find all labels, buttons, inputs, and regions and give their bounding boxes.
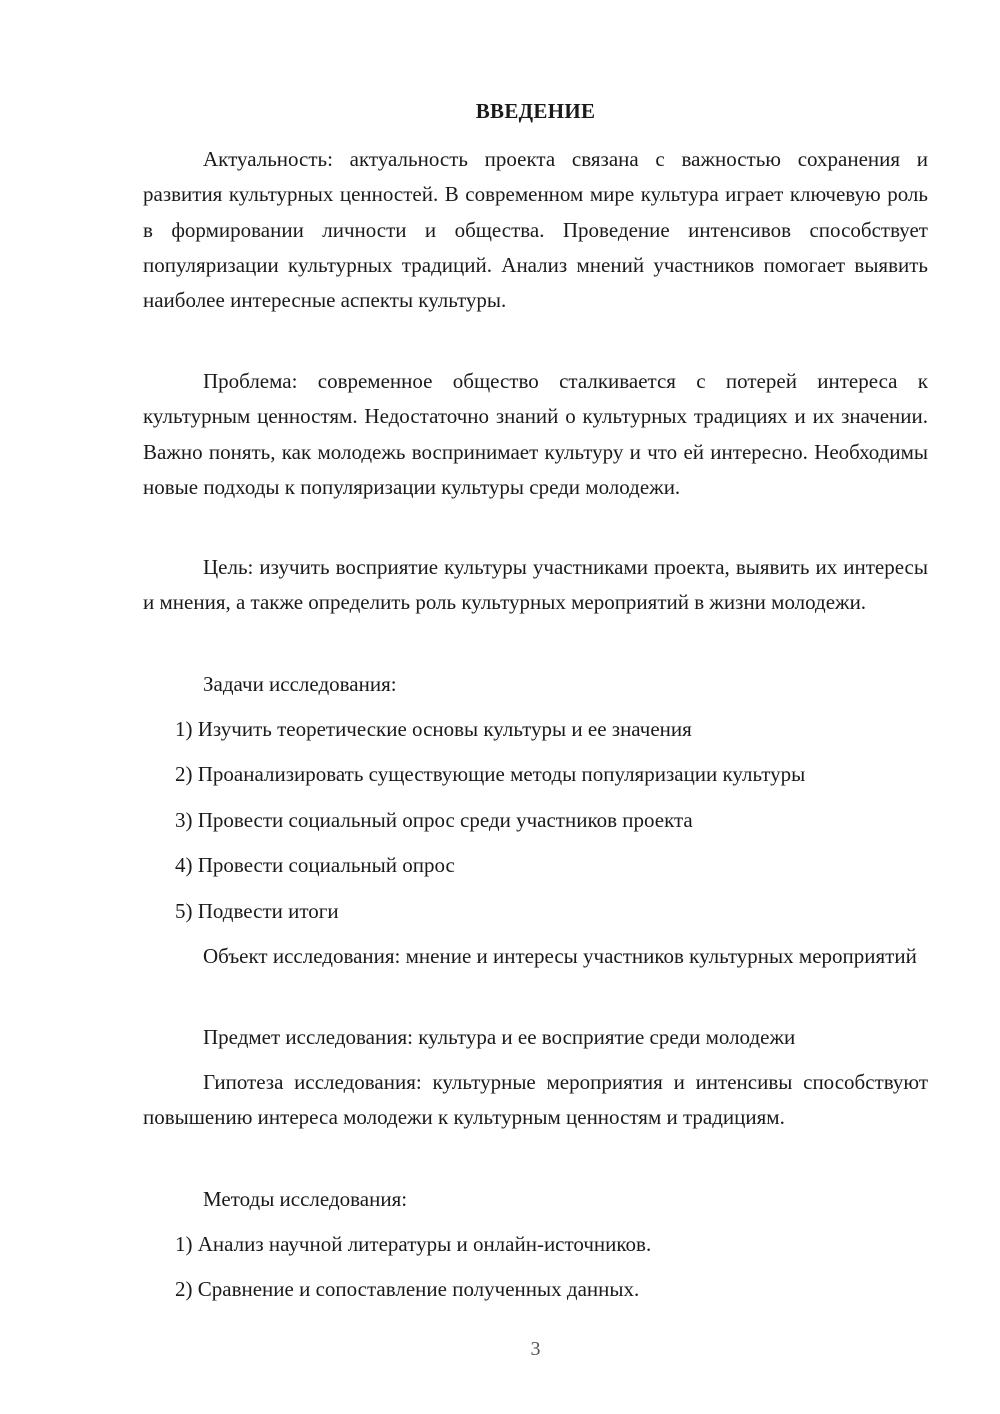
paragraph-problem: Проблема: современное общество сталкивается с потерей интереса к культурным ценностям. Недостаточно знаний о культурных традициях и их значении. Важно понять, как молодежь воспринимает культуру и что ей интересно. Необходимы новые подходы к популяризации культуры среди молодежи. (143, 369, 928, 499)
list-item-method-1: 1) Анализ научной литературы и онлайн-источников. (175, 1232, 652, 1256)
list-item-method-2: 2) Сравнение и сопоставление полученных данных. (175, 1277, 640, 1301)
paragraph-relevance: Актуальность: актуальность проекта связана с важностью сохранения и развития культурных ценностей. В современном мире культура играет ключевую роль в формировании личности и общества. Проведение интенсивов способствует популяризации культурных традиций. Анализ мнений участников помогает выявить наиболее интересные аспекты культуры. (143, 147, 928, 313)
tasks-heading: Задачи исследования: (203, 672, 397, 696)
list-item-task-2: 2) Проанализировать существующие методы популяризации культуры (175, 762, 806, 786)
paragraph-object: Объект исследования: мнение и интересы участников культурных мероприятий (203, 944, 917, 968)
paragraph-goal: Цель: изучить восприятие культуры участниками проекта, выявить их интересы и мнения, а также определить роль культурных мероприятий в жизни молодежи. (143, 555, 928, 615)
list-item-task-1: 1) Изучить теоретические основы культуры и ее значения (175, 717, 692, 741)
list-item-task-3: 3) Провести социальный опрос среди участников проекта (175, 808, 693, 832)
list-item-task-4: 4) Провести социальный опрос (175, 853, 455, 877)
list-item-task-5: 5) Подвести итоги (175, 899, 339, 923)
paragraph-hypothesis: Гипотеза исследования: культурные мероприятия и интенсивы способствуют повышению интереса молодежи к культурным ценностям и традициям. (143, 1070, 928, 1130)
methods-heading: Методы исследования: (203, 1187, 408, 1211)
page-number: 3 (530, 1338, 541, 1360)
paragraph-subject: Предмет исследования: культура и ее восприятие среди молодежи (203, 1025, 796, 1049)
section-title: ВВЕДЕНИЕ (475, 99, 596, 123)
